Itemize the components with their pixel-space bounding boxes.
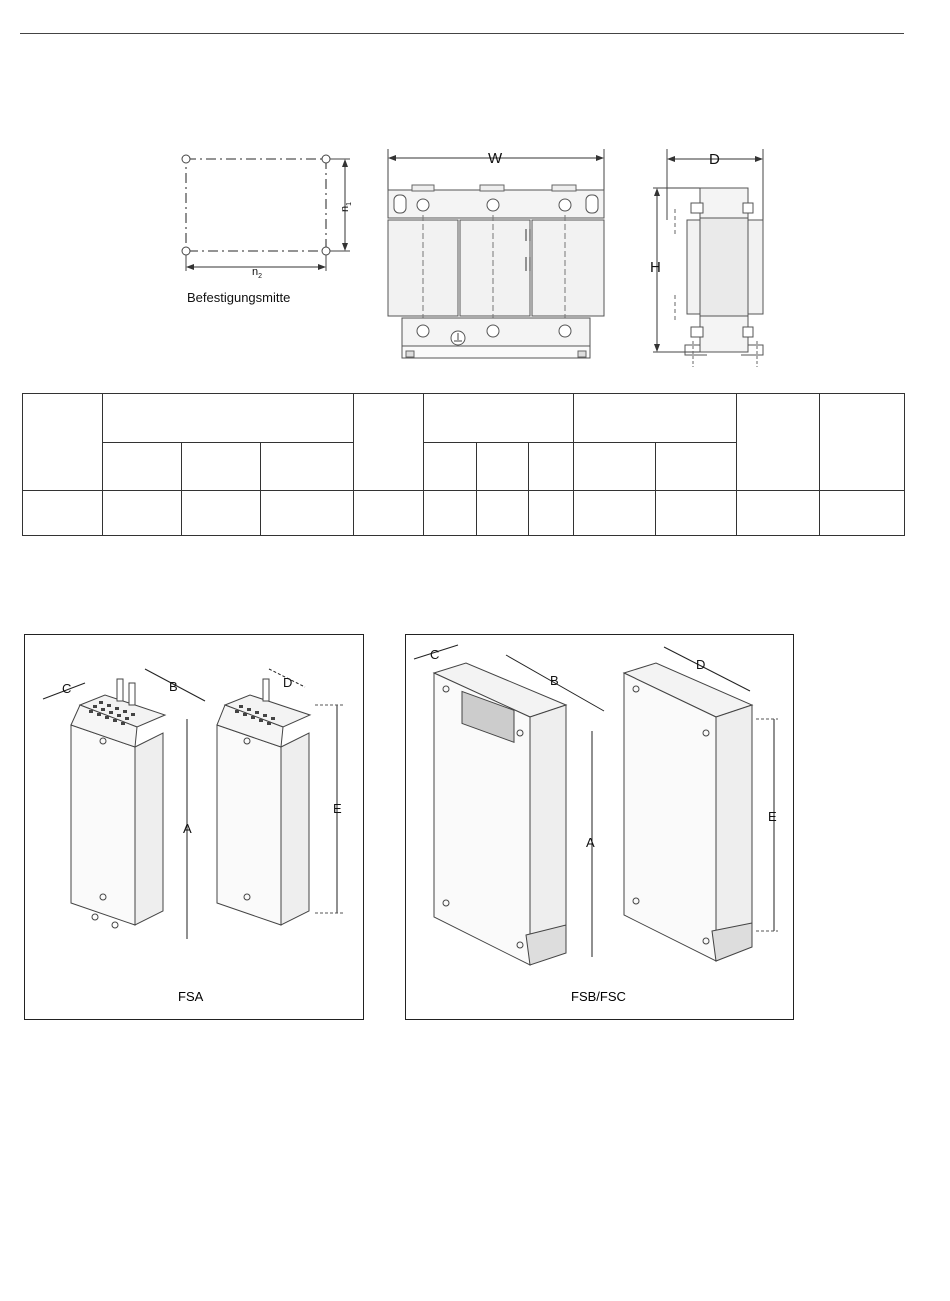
mounting-caption: Befestigungsmitte [187,290,291,305]
table-cell [354,491,424,536]
table-cell [529,491,574,536]
table-cell [656,443,737,491]
table-cell [103,443,182,491]
table-cell [656,491,737,536]
table-header-row-1 [23,394,905,443]
table-cell [477,443,529,491]
fsa-filter-drawing [25,635,363,975]
table-cell [820,394,905,491]
dimension-table [22,393,905,536]
w-label: W [488,150,503,167]
table-cell [574,491,656,536]
fsa-figure-frame [24,634,364,1020]
fsa-label-c: C [62,681,72,696]
table-cell [529,443,574,491]
fsbc-caption: FSB/FSC [571,989,626,1004]
n1-label: $n_1$ [339,201,353,213]
h-label: H [650,259,661,276]
table-cell [182,491,261,536]
d-label: D [709,151,720,168]
fsbc-label-d: D [696,657,706,672]
table-cell [261,491,354,536]
table-cell [103,394,354,443]
fsbc-label-e: E [768,809,777,824]
table-cell [424,394,574,443]
table-row [23,491,905,536]
fsa-label-a: A [183,821,192,836]
table-cell [23,394,103,491]
fsa-label-d: D [283,675,293,690]
fsbc-label-a: A [586,835,595,850]
reactor-front-view [380,145,615,370]
fsbc-figure-frame [405,634,794,1020]
fsbc-label-c: C [430,647,440,662]
table-cell [574,394,737,443]
fsa-label-e: E [333,801,342,816]
table-cell [182,443,261,491]
table-cell [737,394,820,491]
table-cell [261,443,354,491]
table-cell [103,491,182,536]
fsbc-filter-drawing [406,635,793,975]
table-cell [424,443,477,491]
fsbc-label-b: B [550,673,559,688]
mounting-center-diagram [170,145,360,315]
fsa-label-b: B [169,679,178,694]
table-cell [820,491,905,536]
table-cell [354,394,424,491]
table-cell [477,491,529,536]
n2-label: $n_2$ [252,266,263,280]
header-rule [20,33,904,34]
table-cell [737,491,820,536]
fsa-caption: FSA [178,989,204,1004]
table-cell [574,443,656,491]
reactor-side-view [645,145,775,370]
table-cell [23,491,103,536]
table-cell [424,491,477,536]
